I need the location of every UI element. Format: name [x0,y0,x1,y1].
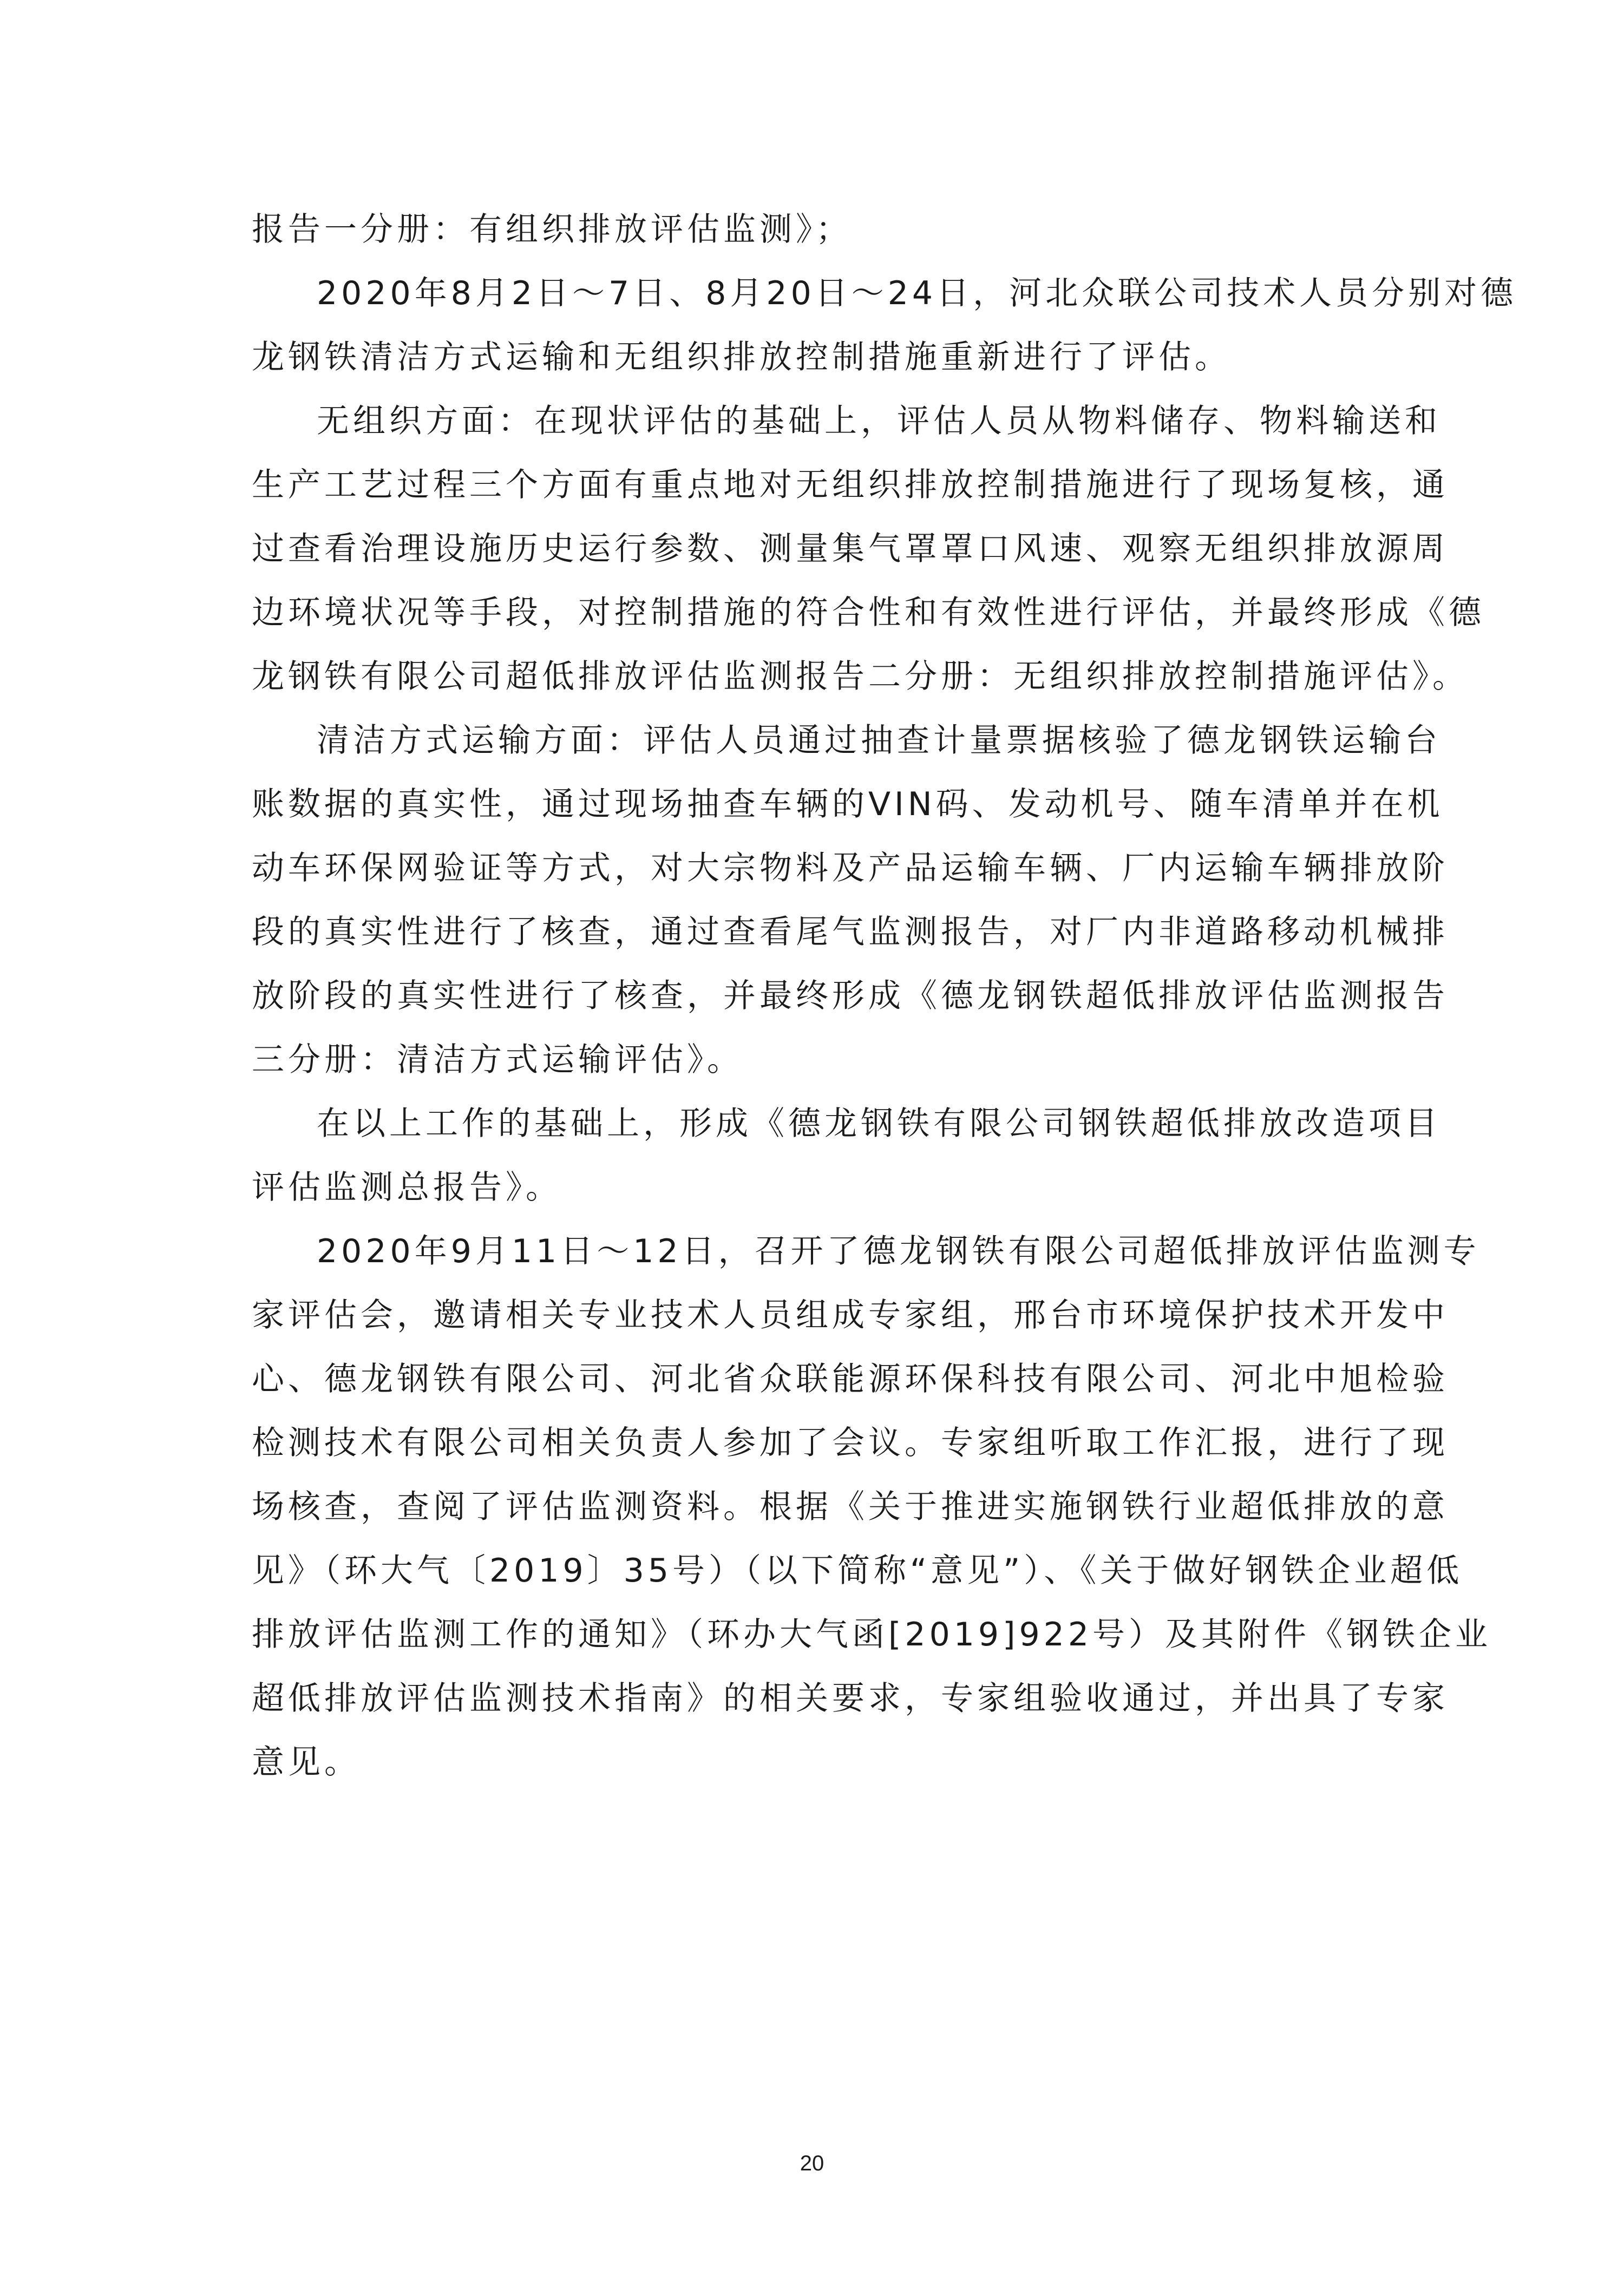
text-line: 2020年8月2日～7日、8月20日～24日，河北众联公司技术人员分别对德 [317,274,1517,312]
text-line: 过查看治理设施历史运行参数、测量集气罩罩口风速、观察无组织排放源周 [252,530,1449,568]
text-line: 清洁方式运输方面：评估人员通过抽查计量票据核验了德龙钢铁运输台 [317,721,1441,759]
text-line: 检测技术有限公司相关负责人参加了会议。专家组听取工作汇报，进行了现 [252,1424,1449,1462]
text-line: 三分册：清洁方式运输评估》。 [252,1041,743,1079]
page-number: 20 [800,2151,824,2175]
text-line: 龙钢铁清洁方式运输和无组织排放控制措施重新进行了评估。 [252,338,1231,376]
text-line: 场核查，查阅了评估监测资料。根据《关于推进实施钢铁行业超低排放的意 [252,1488,1449,1526]
body-text [252,198,1517,1794]
text-line: 见》（环大气〔2019〕35号）（以下简称“意见”）、《关于做好钢铁企业超低 [252,1552,1463,1590]
text-line: 评估监测总报告》。 [252,1169,562,1206]
text-line: 心、德龙钢铁有限公司、河北省众联能源环保科技有限公司、河北中旭检验 [252,1360,1449,1398]
text-line: 意见。 [252,1743,361,1781]
text-line: 边环境状况等手段，对控制措施的符合性和有效性进行评估，并最终形成《德 [252,594,1485,632]
text-line: 龙钢铁有限公司超低排放评估监测报告二分册：无组织排放控制措施评估》。 [252,658,1469,696]
text-line: 2020年9月11日～12日，召开了德龙钢铁有限公司超低排放评估监测专 [317,1232,1480,1270]
text-line: 段的真实性进行了核查，通过查看尾气监测报告，对厂内非道路移动机械排 [252,913,1449,951]
text-line: 动车环保网验证等方式，对大宗物料及产品运输车辆、厂内运输车辆排放阶 [252,849,1449,887]
text-line: 无组织方面：在现状评估的基础上，评估人员从物料储存、物料输送和 [317,402,1441,440]
text-line: 账数据的真实性，通过现场抽查车辆的VIN码、发动机号、随车清单并在机 [252,785,1444,823]
text-line: 生产工艺过程三个方面有重点地对无组织排放控制措施进行了现场复核，通 [252,466,1449,504]
text-line: 超低排放评估监测技术指南》的相关要求，专家组验收通过，并出具了专家 [252,1680,1449,1717]
text-line: 家评估会，邀请相关专业技术人员组成专家组，邢台市环境保护技术开发中 [252,1296,1449,1334]
text-line: 放阶段的真实性进行了核查，并最终形成《德龙钢铁超低排放评估监测报告 [252,977,1449,1015]
text-line: 在以上工作的基础上，形成《德龙钢铁有限公司钢铁超低排放改造项目 [317,1105,1441,1143]
text-line: 排放评估监测工作的通知》（环办大气函[2019]922号）及其附件《钢铁企业 [252,1616,1492,1654]
text-line: 报告一分册：有组织排放评估监测》； [252,211,852,248]
